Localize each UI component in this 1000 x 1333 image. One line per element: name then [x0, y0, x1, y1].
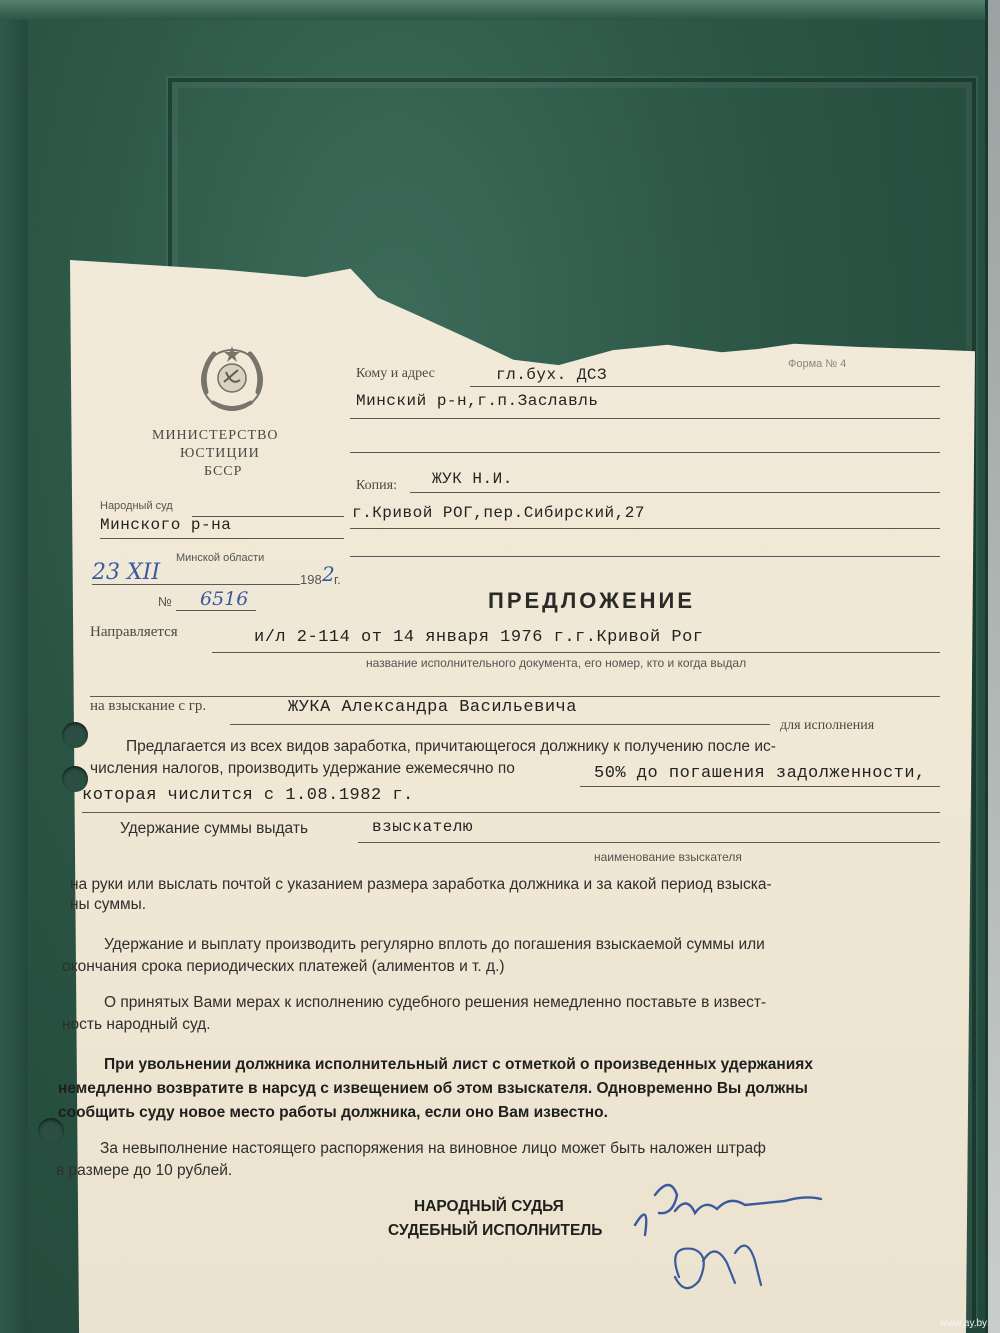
para5-line-2: в размере до 10 рублей.: [56, 1162, 233, 1179]
court-year-print: 198: [300, 572, 322, 587]
recipient-line-1: [470, 386, 940, 387]
form-mark: Форма № 4: [788, 358, 847, 370]
punch-hole: [62, 722, 88, 748]
court-date-line: [92, 584, 300, 585]
folder-edge: [0, 0, 985, 20]
para1-value-1: 50% до погашения задолженности,: [594, 764, 926, 783]
bailiff-label: СУДЕБНЫЙ ИСПОЛНИТЕЛЬ: [388, 1222, 603, 1239]
copy-value-1: ЖУК Н.И.: [432, 470, 513, 488]
recipient-line-2: [350, 418, 940, 419]
handwritten-signature: [615, 1165, 845, 1305]
para4-line-1: О принятых Вами мерах к исполнению судебного решения немедленно поставьте в извест-: [104, 994, 767, 1011]
payout-caption: наименование взыскателя: [594, 850, 742, 864]
para4-line-2: ность народный суд.: [62, 1016, 211, 1033]
court-region: Минской области: [176, 552, 265, 564]
state-emblem-icon: [192, 340, 272, 420]
collect-line: [230, 724, 770, 725]
copy-value-2: г.Кривой РОГ,пер.Сибирский,27: [352, 504, 645, 522]
payout-value: взыскателю: [372, 818, 474, 836]
para2-line-2: ны суммы.: [70, 896, 147, 913]
recipient-value-1: гл.бух. ДСЗ: [496, 366, 608, 384]
copy-line-1: [410, 492, 940, 493]
para2-line-1: на руки или выслать почтой с указанием размера заработка должника и за какой период взыска-: [70, 876, 772, 893]
bold-line-1: При увольнении должника исполнительный лист с отметкой о произведенных удержаниях: [104, 1056, 813, 1073]
para1-line-2: числения налогов, производить удержание ежемесячно по: [90, 760, 515, 777]
para1-value-2: которая числится с 1.08.1982 г.: [82, 786, 414, 805]
para3-line-1: Удержание и выплату производить регулярно вплоть до погашения взыскаемой суммы или: [104, 936, 765, 953]
judge-label: НАРОДНЫЙ СУДЬЯ: [414, 1198, 564, 1215]
court-name: Минского р-на: [100, 516, 232, 534]
recipient-label: Кому и адрес: [356, 366, 435, 381]
copy-label: Копия:: [356, 478, 397, 493]
court-date-handwritten: 23 XII: [92, 560, 161, 585]
copy-line-3: [350, 556, 940, 557]
collect-value: ЖУКА Александра Васильевича: [288, 698, 577, 717]
recipient-value-2: Минский р-н,г.п.Заславль: [356, 392, 599, 410]
sent-caption: название исполнительного документа, его номер, кто и когда выдал: [366, 656, 747, 670]
ministry-line-2: ЮСТИЦИИ: [180, 446, 260, 461]
payout-label: Удержание суммы выдать: [120, 820, 309, 837]
sent-label: Направляется: [90, 624, 178, 640]
para5-line-1: За невыполнение настоящего распоряжения на виновное лицо может быть наложен штраф: [100, 1140, 766, 1157]
sent-line-2: [90, 696, 940, 697]
document-title: ПРЕДЛОЖЕНИЕ: [488, 588, 696, 613]
folder-spine: [0, 0, 28, 1333]
copy-line-2: [350, 528, 940, 529]
court-number: 6516: [200, 588, 249, 610]
collect-suffix: для исполнения: [780, 718, 875, 733]
court-number-line: [176, 610, 256, 611]
para1-line-1: Предлагается из всех видов заработка, причитающегося должнику к получению после ис-: [126, 738, 776, 755]
court-label: Народный суд: [100, 500, 173, 512]
court-year-suffix: г.: [334, 572, 341, 587]
para1-line: [580, 786, 940, 787]
para3-line-2: окончания срока периодических платежей (алиментов и т. д.): [62, 958, 505, 975]
court-number-label: №: [158, 594, 172, 609]
payout-line: [358, 842, 940, 843]
court-year-handwritten: 2: [322, 562, 335, 586]
para1-line-b: [82, 812, 940, 813]
watermark: www.ay.by: [940, 1318, 988, 1329]
bold-line-2: немедленно возвратите в нарсуд с извещением об этом взыскателя. Одновременно Вы должны: [58, 1080, 808, 1097]
ministry-line-3: БССР: [204, 464, 243, 479]
recipient-line-3: [350, 452, 940, 453]
ministry-line-1: МИНИСТЕРСТВО: [152, 428, 279, 443]
sent-line: [212, 652, 940, 653]
court-name-line: [100, 538, 344, 539]
collect-label: на взыскание с гр.: [90, 698, 207, 714]
bold-line-3: сообщить суду новое место работы должника, если оно Вам известно.: [58, 1104, 608, 1121]
sent-value: и/л 2-114 от 14 января 1976 г.г.Кривой Рог: [254, 628, 704, 647]
